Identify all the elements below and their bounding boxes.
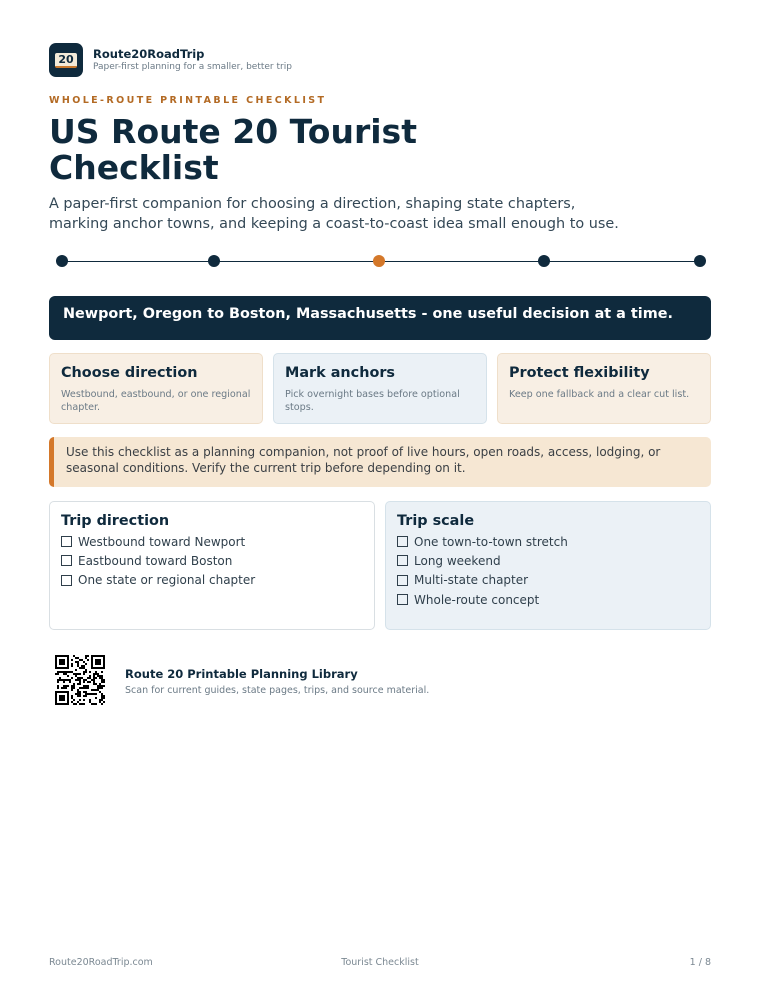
- disclaimer-note: Use this checklist as a planning companion, not proof of live hours, open roads, access, lodging, or seasonal conditions. Verify the current trip before depending on it.: [49, 437, 711, 487]
- card-title: Protect flexibility: [509, 365, 650, 381]
- route-stop: [56, 255, 68, 267]
- card-mark-anchors: [273, 353, 487, 424]
- checkbox-icon[interactable]: [61, 536, 72, 547]
- trip-scale-panel: [385, 501, 711, 630]
- option-label: One town-to-town stretch: [414, 534, 568, 549]
- step-cards: [49, 353, 711, 424]
- trip-direction-panel: [49, 501, 375, 630]
- footer-page-number: 1 / 8: [689, 957, 711, 968]
- footer-doc-title: Tourist Checklist: [341, 957, 419, 968]
- checklist-option[interactable]: [61, 551, 363, 570]
- card-protect-flexibility: [497, 353, 711, 424]
- option-label: Multi-state chapter: [414, 573, 529, 588]
- option-label: Long weekend: [414, 553, 501, 568]
- card-body: Westbound, eastbound, or one regional chapter.: [61, 389, 251, 413]
- route-progress-line: [56, 254, 706, 268]
- checklist-option[interactable]: [397, 571, 699, 590]
- page-title: US Route 20 Tourist Checklist: [49, 112, 417, 187]
- logo-number: 20: [58, 53, 74, 66]
- card-title: Choose direction: [61, 365, 198, 381]
- footer-site: Route20RoadTrip.com: [49, 957, 153, 968]
- card-title: Mark anchors: [285, 365, 395, 381]
- checklist-option[interactable]: [61, 532, 363, 551]
- brand-header: [49, 43, 292, 77]
- eyebrow-label: WHOLE-ROUTE PRINTABLE CHECKLIST: [49, 95, 327, 106]
- card-body: Pick overnight bases before optional stops.: [285, 389, 460, 413]
- brand-name: Route20RoadTrip: [93, 47, 205, 61]
- option-label: One state or regional chapter: [78, 573, 256, 588]
- route-stop: [538, 255, 550, 267]
- panel-title: Trip direction: [61, 513, 170, 529]
- checkbox-icon[interactable]: [397, 536, 408, 547]
- route-stop-active: [373, 255, 385, 267]
- checkbox-icon[interactable]: [61, 555, 72, 566]
- checkbox-icon[interactable]: [397, 555, 408, 566]
- card-body: Keep one fallback and a clear cut list.: [509, 389, 690, 400]
- checklist-option[interactable]: [397, 551, 699, 570]
- checkbox-icon[interactable]: [397, 594, 408, 605]
- checklist-option[interactable]: [397, 532, 699, 551]
- library-title: Route 20 Printable Planning Library: [125, 667, 358, 681]
- page-lede: A paper-first companion for choosing a direction, shaping state chapters, marking anchor towns, and keeping a coast-to-coast idea small enough to use.: [49, 196, 619, 232]
- brand-tagline: Paper-first planning for a smaller, better trip: [93, 62, 292, 72]
- library-subtitle: Scan for current guides, state pages, trips, and source material.: [125, 685, 430, 696]
- checkbox-icon[interactable]: [61, 575, 72, 586]
- panel-title: Trip scale: [397, 513, 475, 529]
- checkbox-icon[interactable]: [397, 575, 408, 586]
- checklist-option[interactable]: [397, 590, 699, 609]
- option-label: Westbound toward Newport: [78, 534, 246, 549]
- option-label: Whole-route concept: [414, 592, 540, 607]
- option-label: Eastbound toward Boston: [78, 553, 233, 568]
- route-banner: Newport, Oregon to Boston, Massachusetts - one useful decision at a time.: [49, 296, 711, 340]
- qr-code-icon[interactable]: [55, 655, 105, 705]
- route-20-logo-icon: [49, 43, 83, 77]
- route-stop: [208, 255, 220, 267]
- checklist-option[interactable]: [61, 571, 363, 590]
- route-stop: [694, 255, 706, 267]
- card-choose-direction: [49, 353, 263, 424]
